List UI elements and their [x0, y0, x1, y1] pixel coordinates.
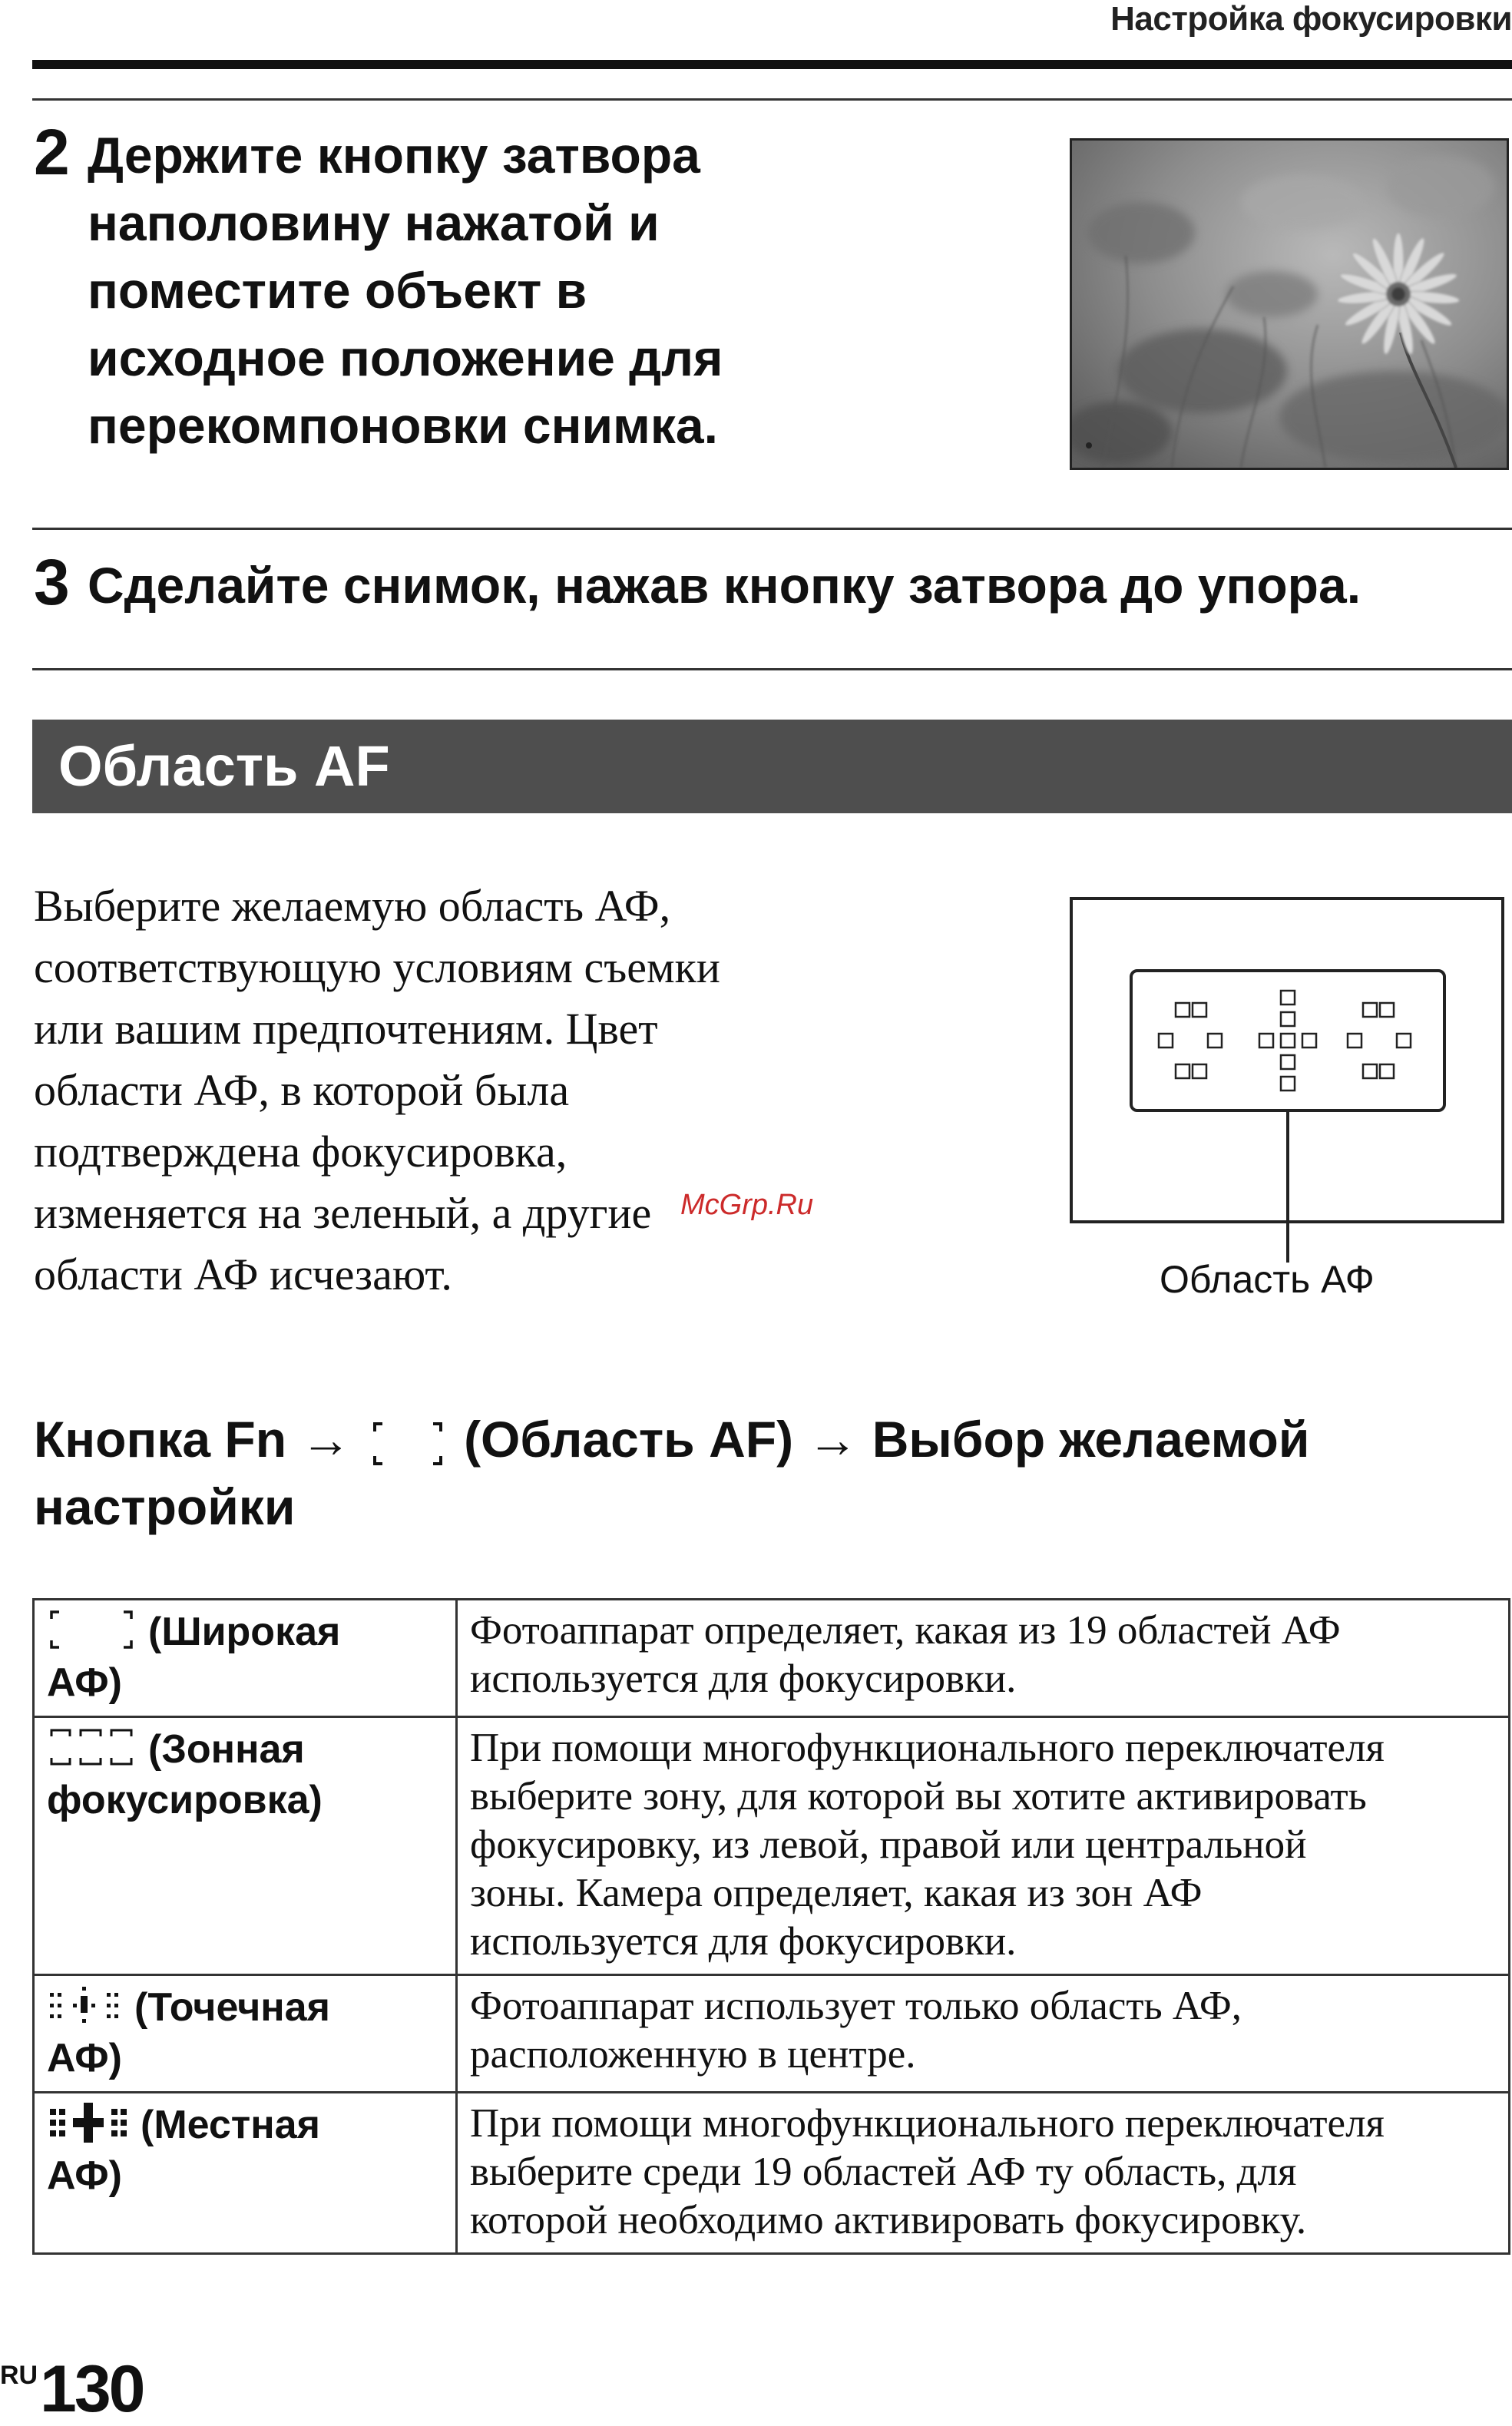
menu-path-select: Выбор желаемой: [872, 1411, 1310, 1468]
step-2-number: 2: [34, 116, 70, 188]
header-rule: [32, 60, 1512, 69]
wide-af-icon: [366, 1421, 450, 1467]
option-name: [34, 1975, 457, 2093]
option-name: [34, 2093, 457, 2254]
zone-af-icon: [47, 1727, 137, 1767]
table-row: [34, 1717, 1510, 1975]
watermark: McGrp.Ru: [680, 1189, 814, 1221]
description-line: которой необходимо активировать фокусировку.: [470, 2198, 1307, 2242]
option-name-line: (Зонная: [148, 1727, 305, 1772]
body-line: соответствующую условиям съемки: [34, 942, 720, 992]
menu-path-area: (Область AF): [464, 1411, 794, 1468]
option-name: [34, 1717, 457, 1975]
description-line: зоны. Камера определяет, какая из зон АФ: [470, 1871, 1203, 1915]
description-line: Фотоаппарат использует только область АФ,: [470, 1984, 1242, 2028]
menu-path-fn: Кнопка Fn: [34, 1411, 287, 1468]
option-name-line: (Точечная: [134, 1985, 330, 2030]
option-description: [457, 1600, 1510, 1717]
step-3-number: 3: [34, 546, 70, 618]
local-af-icon: [47, 2103, 130, 2143]
description-line: используется для фокусировки.: [470, 1919, 1017, 1964]
option-description: [457, 2093, 1510, 2254]
table-row: [34, 1600, 1510, 1717]
description-line: расположенную в центре.: [470, 2032, 916, 2077]
callout-line: [1286, 1112, 1289, 1263]
step-2-line: исходное положение для: [88, 329, 723, 386]
divider: [32, 668, 1512, 670]
running-head: Настройка фокусировки: [1110, 0, 1512, 38]
flower-photo: [1070, 138, 1509, 470]
option-name-line: АФ): [47, 1660, 122, 1705]
body-line: подтверждена фокусировка,: [34, 1127, 567, 1177]
page-number: 130: [40, 2352, 144, 2426]
option-name-line: (Широкая: [148, 1610, 341, 1654]
option-name: [34, 1600, 457, 1717]
step-2-text: [88, 121, 723, 459]
description-line: При помощи многофункционального переключателя: [470, 2101, 1385, 2146]
description-line: используется для фокусировки.: [470, 1656, 1017, 1701]
option-name-line: АФ): [47, 2153, 122, 2198]
wide-af-icon: [47, 1610, 137, 1650]
description-line: При помощи многофункционального переключателя: [470, 1726, 1385, 1770]
flower-photo-illustration: [1072, 141, 1507, 468]
language-code: RU: [0, 2361, 38, 2390]
step-2-line: Держите кнопку затвора: [88, 127, 700, 184]
option-name-line: (Местная: [141, 2103, 320, 2147]
step-3-text: Сделайте снимок, нажав кнопку затвора до упора.: [88, 557, 1361, 614]
section-title: Область AF: [58, 734, 390, 798]
step-2-line: поместите объект в: [88, 262, 587, 319]
description-line: выберите среди 19 областей АФ ту область, для: [470, 2150, 1297, 2194]
body-line: или вашим предпочтениям. Цвет: [34, 1004, 658, 1054]
body-line: изменяется на зеленый, а другие: [34, 1188, 652, 1238]
menu-path: [34, 1405, 1493, 1541]
divider: [32, 528, 1512, 530]
menu-path-settings: настройки: [34, 1478, 296, 1535]
option-name-line: фокусировка): [47, 1778, 323, 1822]
diagram-label: Область АФ: [1160, 1258, 1375, 1301]
description-line: Фотоаппарат определяет, какая из 19 областей АФ: [470, 1608, 1341, 1653]
table-row: [34, 2093, 1510, 2254]
description-line: выберите зону, для которой вы хотите активировать: [470, 1774, 1367, 1819]
body-line: области АФ исчезают.: [34, 1249, 452, 1299]
af-options-table: [32, 1598, 1510, 2255]
body-line: области АФ, в которой была: [34, 1065, 570, 1115]
option-name-line: АФ): [47, 2036, 122, 2080]
arrow-icon: →: [300, 1411, 352, 1468]
af-points-icon: [1133, 972, 1443, 1109]
step-2-line: наполовину нажатой и: [88, 194, 660, 251]
spot-af-icon: [47, 1985, 124, 2025]
arrow-icon: →: [807, 1411, 859, 1468]
table-row: [34, 1975, 1510, 2093]
option-description: [457, 1717, 1510, 1975]
af-area-frame: [1130, 969, 1446, 1112]
section-body: [34, 875, 863, 1306]
description-line: фокусировку, из левой, правой или центральной: [470, 1822, 1307, 1867]
divider: [32, 98, 1512, 101]
option-description: [457, 1975, 1510, 2093]
step-2-line: перекомпоновки снимка.: [88, 397, 718, 454]
body-line: Выберите желаемую область АФ,: [34, 881, 671, 931]
